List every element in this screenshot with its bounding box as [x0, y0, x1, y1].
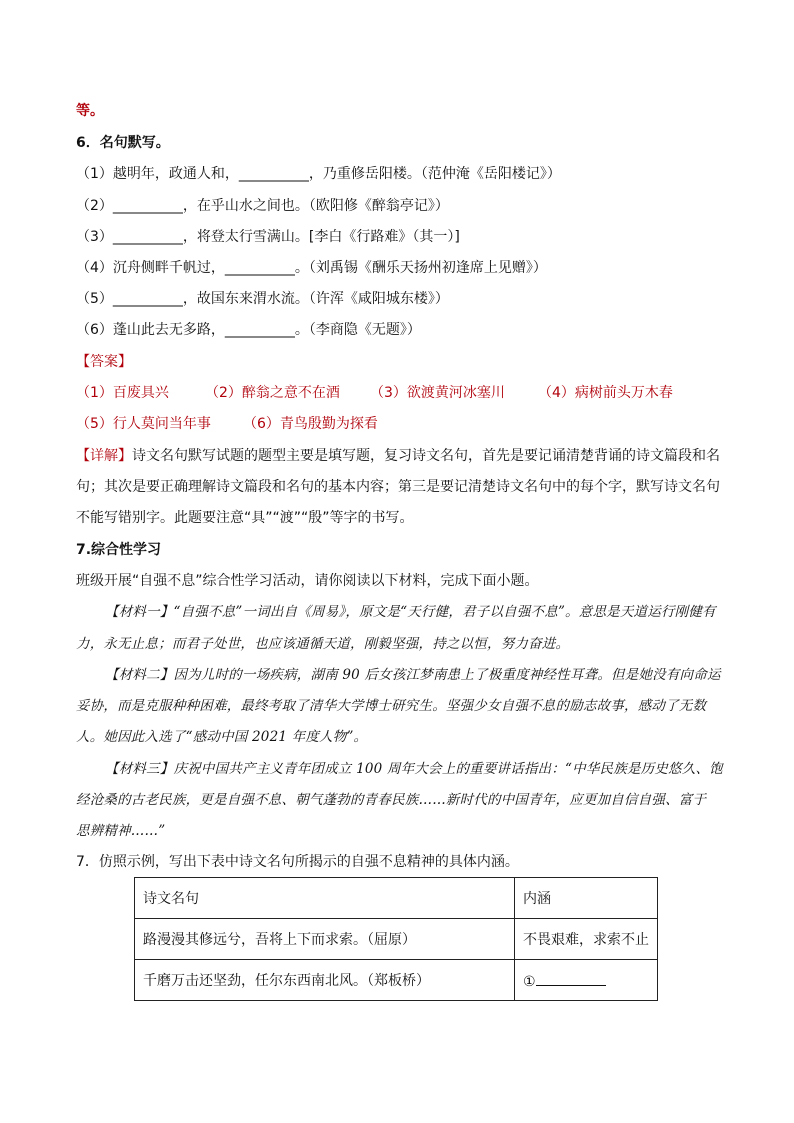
detail-line-3: 不能写错别字。此题要注意“具”“渡”“殷”等字的书写。 [76, 510, 414, 526]
table-row [135, 960, 658, 1001]
detail-label: 【详解】 [76, 448, 132, 464]
material-1-line-1: 【材料一】“自强不息”一词出自《周易》，原文是“天行健，君子以自强不息”。意思是天道运行刚健有 [105, 604, 716, 620]
poem-meaning-table [134, 877, 658, 1001]
answer-label: 【答案】 [76, 354, 132, 370]
answer-6: （6）青鸟殷勤为探看 [243, 416, 378, 432]
material-2-line-2: 妥协，而是克服种种困难，最终考取了清华大学博士研究生。坚强少女自强不息的励志故事，感动了无数 [76, 698, 707, 714]
answer-3: （3）欲渡黄河冰塞川 [370, 385, 505, 401]
detail-line-1: 【详解】诗文名句默写试题的题型主要是填写题，复习诗文名句，首先是要记诵清楚背诵的诗文篇段和名 [76, 448, 720, 464]
question-6-item-3: （3）__________，将登太行雪满山。[李白《行路难》（其一）] [76, 229, 460, 245]
detail-line-2: 句；其次是要正确理解诗文篇段和名句的基本内容；第三是要记清楚诗文名句中的每个字，默写诗文名句 [76, 479, 720, 495]
question-6-item-6: （6）蓬山此去无多路，__________。（李商隐《无题》） [76, 322, 421, 338]
question-6-item-5: （5）__________，故国东来渭水流。（许浑《咸阳城东楼》） [76, 291, 449, 307]
table-row [135, 919, 658, 960]
answer-blank-line [536, 971, 606, 986]
table-cell-answer-blank[interactable]: ① [515, 960, 658, 1001]
table-cell-poem: 千磨万击还坚劲，任尔东西南北风。（郑板桥） [135, 960, 515, 1001]
material-3-line-1: 【材料三】庆祝中国共产主义青年团成立 100 周年大会上的重要讲话指出：“中华民族是历史悠久、饱 [105, 761, 723, 777]
question-7-sub-question: 7．仿照示例，写出下表中诗文名句所揭示的自强不息精神的具体内涵。 [76, 854, 519, 870]
question-6-item-1: （1）越明年，政通人和，__________，乃重修岳阳楼。（范仲淹《岳阳楼记》） [76, 166, 561, 182]
material-3-line-2: 经沧桑的古老民族，更是自强不息、朝气蓬勃的青春民族……新时代的中国青年，应更加自信自强、富于 [76, 792, 707, 808]
table-header-poem: 诗文名句 [135, 878, 515, 919]
previous-answer-fragment: 等。 [76, 103, 104, 119]
table-cell-meaning: 不畏艰难，求索不止 [515, 919, 658, 960]
question-7-intro: 班级开展“自强不息”综合性学习活动，请你阅读以下材料，完成下面小题。 [76, 573, 539, 589]
material-2-line-3: 人。她因此入选了“感动中国 2021 年度人物”。 [76, 729, 368, 745]
table-cell-poem: 路漫漫其修远兮，吾将上下而求索。（屈原） [135, 919, 515, 960]
material-3-line-3: 思辨精神……” [76, 823, 166, 839]
question-6-item-4: （4）沉舟侧畔千帆过，__________。（刘禹锡《酬乐天扬州初逢席上见赠》） [76, 260, 547, 276]
material-2-line-1: 【材料二】因为儿时的一场疾病，湖南 90 后女孩江梦南患上了极重度神经性耳聋。但是她没有向命运 [105, 667, 721, 683]
question-6-item-2: （2）__________，在乎山水之间也。（欧阳修《醉翁亭记》） [76, 198, 449, 214]
answer-4: （4）病树前头万木春 [538, 385, 673, 401]
answer-2: （2）醉翁之意不在酒 [205, 385, 340, 401]
question-6-title: 6．名句默写。 [76, 135, 170, 151]
answer-5: （5）行人莫问当年事 [76, 416, 211, 432]
table-header-row [135, 878, 658, 919]
answer-1: （1）百废具兴 [76, 385, 169, 401]
table-header-meaning: 内涵 [515, 878, 658, 919]
material-1-line-2: 力，永无止息；而君子处世，也应该通循天道，刚毅坚强，持之以恒，努力奋进。 [76, 636, 570, 652]
question-7-title: 7.综合性学习 [76, 542, 162, 558]
